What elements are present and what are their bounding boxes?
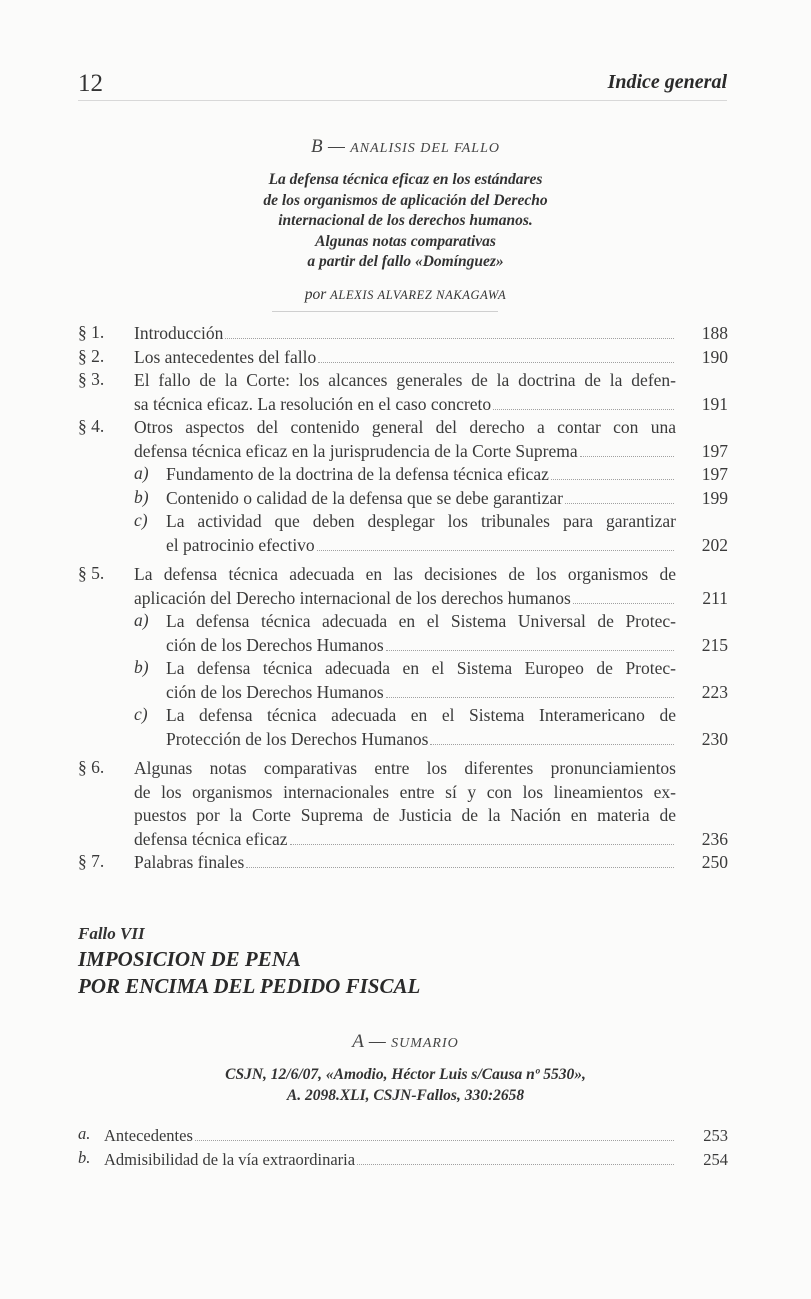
toc-entry-text (104, 1124, 676, 1148)
running-head: Indice general (607, 71, 727, 93)
toc-entry-marker: b) (134, 657, 149, 677)
toc-entry (78, 851, 728, 875)
subtitle-line: La defensa técnica eficaz en los estándares (268, 171, 543, 188)
toc-entry-text (166, 487, 676, 511)
toc-entry-marker: c) (134, 510, 148, 530)
toc-entry-line (166, 463, 676, 487)
toc-subentry (78, 704, 728, 751)
toc-page-number: 197 (701, 440, 728, 461)
toc-entry-text (104, 1148, 676, 1172)
toc-page-number: 253 (703, 1126, 728, 1145)
toc-entry-line-text: Palabras finales (134, 852, 245, 872)
toc-subentry (78, 487, 728, 511)
page-number: 12 (78, 70, 103, 97)
subtitle-line: internacional de los derechos humanos. (278, 212, 533, 229)
toc-entry-text (134, 563, 676, 610)
dot-leader (580, 456, 674, 457)
toc-entry-line (166, 487, 676, 511)
toc-page-number: 254 (703, 1149, 728, 1169)
toc-subentry (78, 657, 728, 704)
toc-entry-line-text: Introducción (134, 323, 224, 343)
toc-entry-marker: § 4. (78, 416, 105, 436)
citation-line: CSJN, 12/6/07, «Amodio, Héctor Luis s/Causa nº 5530», (225, 1066, 586, 1083)
toc-page-number: 191 (701, 393, 728, 414)
toc-entry-line: La defensa técnica adecuada en el Sistema Universal de Protec- (166, 611, 676, 631)
dot-leader (430, 744, 674, 745)
toc-entry-line (166, 681, 676, 705)
toc-entry-marker: b. (78, 1147, 91, 1167)
fallo-title-line: POR ENCIMA DEL PEDIDO FISCAL (78, 974, 421, 998)
toc-page-number: 199 (701, 487, 728, 508)
toc-entry-marker: b) (134, 486, 149, 507)
toc-entry-line: La actividad que deben desplegar los tribunales para garantizar (166, 511, 676, 531)
dot-leader (246, 867, 674, 868)
toc-entry-line-text: Admisibilidad de la vía extraordinaria (104, 1149, 356, 1169)
subtitle-line: de los organismos de aplicación del Derecho (263, 191, 548, 209)
toc-entry-text (134, 369, 676, 416)
toc-entry-line: La defensa técnica adecuada en el Sistema Europeo de Protec- (166, 658, 676, 678)
dot-leader (225, 338, 674, 339)
toc-entry-line-text: ción de los Derechos Humanos (166, 634, 384, 655)
toc-entry-text (166, 657, 676, 704)
dot-leader (317, 550, 674, 551)
fallo-title-line: IMPOSICION DE PENA (78, 947, 301, 971)
toc-entry-line-text: Los antecedentes del fallo (134, 346, 317, 367)
dot-leader (195, 1140, 674, 1141)
toc-entry-marker: § 1. (78, 322, 105, 342)
table-of-contents (78, 322, 728, 875)
toc-entry-marker: c) (134, 704, 148, 724)
toc-subentry (78, 610, 728, 657)
toc-entry-line: puestos por la Corte Suprema de Justicia de la Nación en materia de (134, 805, 676, 825)
section-b-title-text: ANALISIS DEL FALLO (350, 141, 500, 156)
author-prefix: por (304, 286, 327, 303)
toc-entry-line: Algunas notas comparativas entre los diferentes pronunciamientos (134, 758, 676, 778)
toc-entry-marker: a. (78, 1124, 91, 1143)
toc-page-number: 197 (701, 464, 728, 484)
toc-page-number: 236 (701, 828, 728, 849)
dot-leader (386, 650, 674, 651)
toc-entry-line (134, 851, 676, 875)
toc-page-number: 190 (701, 346, 728, 367)
toc-entry-line-text: Contenido o calidad de la defensa que se debe garantizar (166, 487, 563, 508)
subtitle-line: a partir del fallo «Domínguez» (307, 253, 504, 270)
dot-leader (290, 844, 675, 845)
dot-leader (493, 409, 674, 410)
toc-entry-line: El fallo de la Corte: los alcances generales de la doctrina de la defen- (134, 370, 676, 390)
toc-entry-line (134, 587, 676, 611)
toc-entry-line (166, 534, 676, 558)
toc-entry-line (134, 346, 676, 370)
toc-entry-text (134, 851, 676, 875)
dot-leader (551, 479, 674, 480)
toc-entry-line: de los organismos internacionales entre sí y con los lineamientos ex- (134, 781, 676, 802)
section-a-title-text: SUMARIO (391, 1036, 459, 1051)
toc-subentry (78, 463, 728, 487)
toc-entry-line (134, 393, 676, 417)
toc-entry-text (166, 463, 676, 487)
toc-entry-line-text: Protección de los Derechos Humanos (166, 728, 429, 749)
header-rule (78, 100, 727, 101)
dot-leader (565, 503, 674, 504)
dot-leader (357, 1164, 674, 1165)
section-b-title: B — ANALISIS DEL FALLO (311, 136, 500, 157)
toc-entry-text (166, 610, 676, 657)
fallo-title (78, 946, 420, 1000)
author-line (0, 286, 811, 304)
fallo-label: Fallo VII (78, 924, 145, 943)
dot-leader (573, 603, 674, 604)
section-b-subtitle (0, 170, 811, 273)
toc-entry-text (166, 704, 676, 751)
toc-entry (78, 416, 728, 463)
table-of-contents-2 (78, 1124, 728, 1171)
author-name: ALEXIS ALVAREZ NAKAGAWA (330, 288, 507, 302)
toc-entry-line: Otros aspectos del contenido general del derecho a contar con una (134, 417, 676, 437)
toc-entry-marker: § 6. (78, 757, 105, 777)
toc-page-number: 202 (701, 534, 728, 555)
toc-page-number: 223 (701, 681, 728, 702)
toc-entry-marker: § 5. (78, 563, 105, 583)
dot-leader (318, 362, 674, 363)
toc-entry-line-text: aplicación del Derecho internacional de los derechos humanos (134, 587, 571, 608)
toc-entry-text (134, 416, 676, 463)
toc-subentry (78, 510, 728, 557)
toc-entry (78, 1124, 728, 1148)
toc-page-number: 215 (701, 634, 728, 655)
toc-entry-line-text: el patrocinio efectivo (166, 534, 315, 555)
toc-page-number: 230 (701, 728, 728, 749)
toc-entry-line (134, 828, 676, 852)
toc-entry-line: La defensa técnica adecuada en el Sistema Interamericano de (166, 705, 676, 725)
toc-entry (78, 346, 728, 370)
toc-entry-line (134, 322, 676, 346)
toc-entry-line-text: Antecedentes (104, 1126, 193, 1145)
toc-entry-marker: § 7. (78, 851, 105, 871)
toc-entry-line-text: defensa técnica eficaz en la jurisprudencia de la Corte Suprema (134, 440, 578, 461)
toc-entry-text (166, 510, 676, 557)
toc-entry-line-text: sa técnica eficaz. La resolución en el caso concreto (134, 393, 492, 414)
toc-entry-line (134, 440, 676, 464)
toc-entry-line (104, 1148, 676, 1172)
toc-entry (78, 369, 728, 416)
toc-entry-text (134, 346, 676, 370)
author-rule (272, 311, 498, 312)
toc-entry-text (134, 757, 676, 851)
toc-entry-marker: a) (134, 463, 149, 483)
section-a-title: A — SUMARIO (352, 1031, 459, 1052)
toc-entry-line: La defensa técnica adecuada en las decisiones de los organismos de (134, 564, 676, 584)
toc-entry-line-text: defensa técnica eficaz (134, 828, 288, 849)
toc-page-number: 211 (702, 587, 728, 608)
toc-entry (78, 757, 728, 851)
toc-entry (78, 322, 728, 346)
toc-entry-line (166, 634, 676, 658)
toc-entry-line (166, 728, 676, 752)
section-b-letter: B (311, 136, 323, 157)
citation (0, 1064, 811, 1106)
toc-entry-marker: a) (134, 610, 149, 630)
dot-leader (386, 697, 674, 698)
toc-page-number: 250 (701, 852, 728, 872)
toc-entry-line-text: Fundamento de la doctrina de la defensa técnica eficaz (166, 464, 549, 484)
toc-entry-marker: § 2. (78, 345, 105, 366)
toc-page-number: 188 (701, 323, 728, 343)
citation-line: A. 2098.XLI, CSJN-Fallos, 330:2658 (286, 1087, 525, 1104)
toc-entry (78, 1148, 728, 1172)
toc-entry-line (104, 1124, 676, 1148)
toc-entry-line-text: ción de los Derechos Humanos (166, 681, 384, 702)
subtitle-line: Algunas notas comparativas (315, 232, 496, 250)
toc-entry-marker: § 3. (78, 369, 105, 389)
section-a-letter: A (352, 1031, 364, 1052)
toc-entry-text (134, 322, 676, 346)
toc-entry (78, 563, 728, 610)
